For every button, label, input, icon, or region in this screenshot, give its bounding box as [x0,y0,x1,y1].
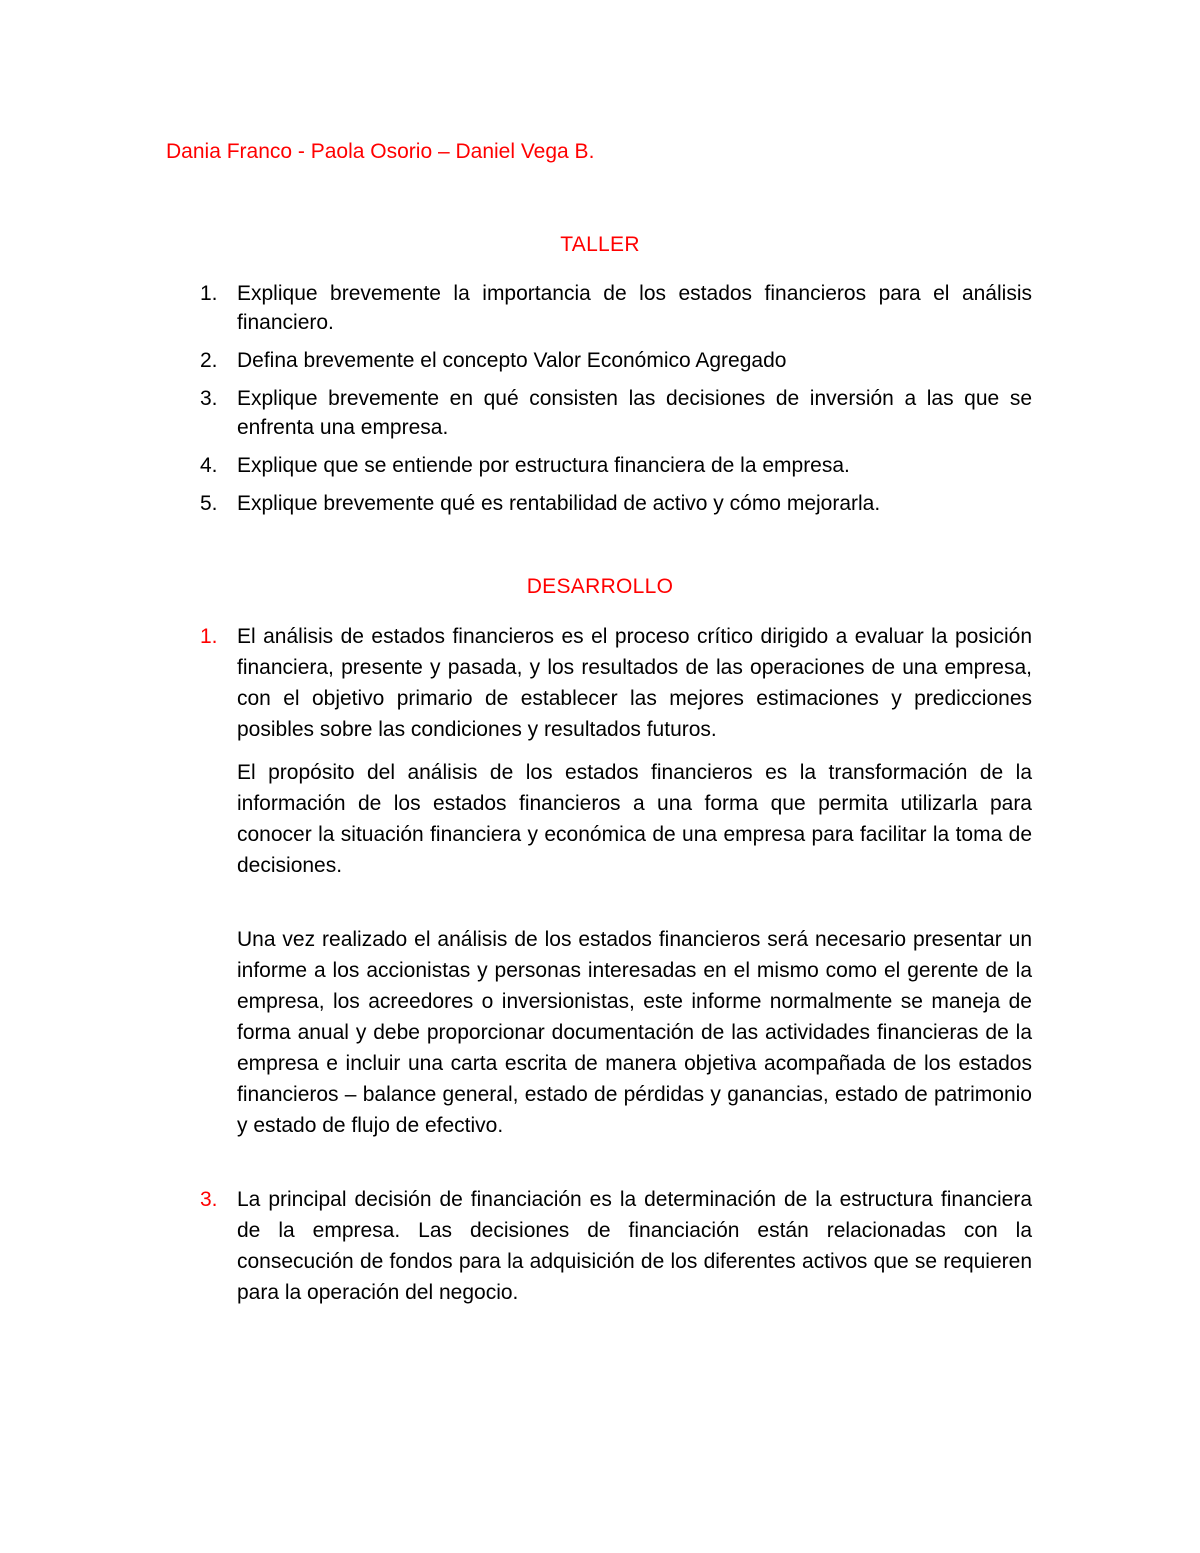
authors-line: Dania Franco - Paola Osorio – Daniel Vega B. [166,140,595,163]
question-number: 5. [200,492,218,515]
question-text: Defina brevemente el concepto Valor Económico Agregado [237,349,787,372]
questions-list [196,279,1032,527]
answer-number: 3. [200,1188,218,1211]
desarrollo-heading: DESARROLLO [526,575,674,598]
answer-paragraph: Una vez realizado el análisis de los estados financieros será necesario presentar un informe a los accionistas y personas interesadas en el mismo como el gerente de la empresa, los acreedores o inversionistas, este informe normalmente se maneja de forma anual y debe proporcionar documentación de las actividades financieras de la empresa e incluir una carta escrita de manera objetiva acompañada de los estados financieros – balance general, estado de pérdidas y ganancias, estado de patrimonio y estado de flujo de efectivo. [237,928,1032,1137]
answers-section [196,621,1032,1308]
question-text: Explique brevemente qué es rentabilidad de activo y cómo mejorarla. [237,492,881,515]
list-item [196,489,1032,518]
list-item [196,384,1032,442]
question-text: Explique que se entiende por estructura financiera de la empresa. [237,454,850,477]
answer-item [196,621,1032,1141]
list-item [196,346,1032,375]
question-text: Explique brevemente en qué consisten las decisiones de inversión a las que se enfrenta una empresa. [237,387,1032,439]
answer-paragraph: La principal decisión de financiación es la determinación de la estructura financiera de la empresa. Las decisiones de financiación están relacionadas con la consecución de fondos para la adquisición de los diferentes activos que se requieren para la operación del negocio. [237,1188,1032,1304]
question-number: 1. [200,282,218,305]
answer-paragraph: El propósito del análisis de los estados financieros es la transformación de la información de los estados financieros a una forma que permita utilizarla para conocer la situación financiera y económica de una empresa para facilitar la toma de decisiones. [237,761,1032,877]
answer-paragraph: El análisis de estados financieros es el proceso crítico dirigido a evaluar la posición financiera, presente y pasada, y los resultados de las operaciones de una empresa, con el objetivo primario de establecer las mejores estimaciones y predicciones posibles sobre las condiciones y resultados futuros. [237,625,1032,741]
question-number: 4. [200,454,218,477]
taller-heading: TALLER [560,233,640,256]
list-item [196,279,1032,337]
question-text: Explique brevemente la importancia de los estados financieros para el análisis financiero. [237,282,1032,334]
question-number: 2. [200,349,218,372]
answer-number: 1. [200,625,218,648]
question-number: 3. [200,387,218,410]
answer-item [196,1184,1032,1308]
list-item [196,451,1032,480]
